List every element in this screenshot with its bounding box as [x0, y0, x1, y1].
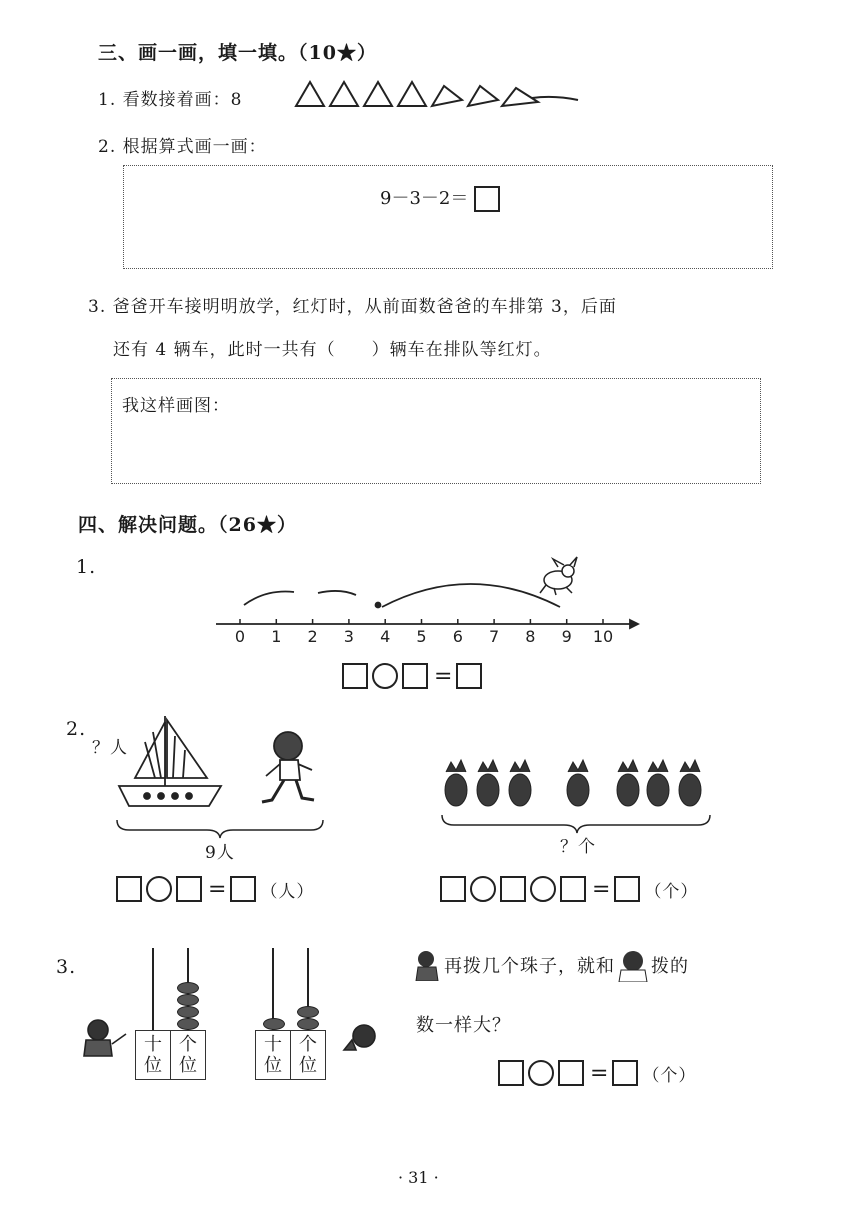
answer-box[interactable] [440, 876, 466, 902]
question-part2: 拨的 [651, 956, 689, 977]
pineapple-icon [445, 760, 467, 806]
tick-label: 1 [271, 627, 282, 646]
number-line [210, 555, 640, 650]
pineapple-icon [477, 760, 499, 806]
boy-waving-icon [340, 1022, 384, 1052]
place-value-box [255, 1030, 326, 1080]
abacus-1 [135, 948, 207, 1080]
tick-label: 3 [343, 627, 354, 646]
brace-label-9: 9人 [205, 843, 235, 863]
operator-circle[interactable] [372, 663, 398, 689]
tick-label: 10 [592, 627, 614, 646]
answer-box[interactable] [116, 876, 142, 902]
triangle-icon [398, 82, 426, 106]
q3-line2: 还有 4 辆车，此时一共有（ ）辆车在排队等红灯。 [113, 340, 552, 360]
p3-number: 3. [56, 956, 77, 978]
triangle-icon [296, 82, 324, 106]
abacus-bead [177, 994, 199, 1006]
tick-label: 6 [452, 627, 463, 646]
abacus-bead [297, 1006, 319, 1018]
fruit-label: ？个 [560, 837, 596, 857]
boy-icon [615, 948, 651, 982]
ones-label: 位 [179, 1055, 197, 1076]
start-dot [376, 603, 381, 608]
unit-items: （个） [642, 1065, 697, 1086]
equals-sign: = [592, 876, 611, 902]
scribble-line [532, 97, 578, 100]
tick-label: 4 [380, 627, 391, 646]
abacus-bead [177, 982, 199, 994]
girl-icon [76, 1018, 134, 1058]
q2-label: 2. 根据算式画一画： [98, 137, 267, 157]
ones-label: 个 [179, 1034, 197, 1055]
answer-box[interactable] [560, 876, 586, 902]
abacus-bead [263, 1018, 285, 1030]
rabbit-icon [540, 557, 577, 595]
operator-circle[interactable] [146, 876, 172, 902]
p3-question-line2: 数一样大？ [416, 1015, 511, 1036]
tens-rod [152, 948, 154, 1030]
p1-number: 1. [76, 556, 97, 578]
running-boy-icon [258, 728, 318, 814]
unit-people: （人） [260, 881, 315, 902]
pineapples-group [438, 758, 710, 810]
p2-equation-left [116, 876, 318, 902]
q1-label: 1. 看数接着画：8 [98, 90, 243, 110]
pineapple-icon [647, 760, 669, 806]
pineapple-icon [679, 760, 701, 806]
answer-box[interactable] [500, 876, 526, 902]
sailboat-icon [115, 712, 230, 812]
abacus-bead [177, 1006, 199, 1018]
tens-label: 十 [264, 1034, 282, 1055]
question-part1: 再拨几个珠子，就和 [444, 956, 615, 977]
answer-box[interactable] [612, 1060, 638, 1086]
answer-box[interactable] [176, 876, 202, 902]
answer-box[interactable] [474, 186, 500, 212]
section3-title: 三、画一画，填一填。（10★） [98, 42, 377, 64]
girl-icon [410, 949, 444, 981]
triangle-icon [364, 82, 392, 106]
abacus-2 [255, 948, 327, 1080]
tens-label: 位 [264, 1055, 282, 1076]
equals-sign: = [590, 1060, 609, 1086]
q2-drawing-box[interactable] [123, 165, 773, 269]
q2-equation: 9－3－2＝ [380, 188, 469, 209]
tick-label: 5 [416, 627, 427, 646]
jump-arc-2 [318, 591, 356, 595]
equals-sign: = [208, 876, 227, 902]
jump-arc-3 [382, 584, 560, 607]
answer-box[interactable] [456, 663, 482, 689]
operator-circle[interactable] [528, 1060, 554, 1086]
tick-label: 2 [307, 627, 318, 646]
answer-box[interactable] [230, 876, 256, 902]
pineapple-icon [567, 760, 589, 806]
triangle-sketch-icon [432, 86, 462, 106]
tick-label: 8 [525, 627, 536, 646]
unit-items: （个） [644, 881, 699, 902]
abacus-bead [177, 1018, 199, 1030]
operator-circle[interactable] [530, 876, 556, 902]
answer-box[interactable] [558, 1060, 584, 1086]
triangles-sequence [292, 78, 582, 112]
tick-label: 9 [561, 627, 572, 646]
answer-box[interactable] [614, 876, 640, 902]
tens-label: 十 [144, 1034, 162, 1055]
page-number: · 31 · [398, 1168, 439, 1187]
q3-box-label: 我这样画图： [122, 396, 230, 416]
tens-label: 位 [144, 1055, 162, 1076]
p1-equation [342, 663, 486, 689]
ones-label: 位 [299, 1055, 317, 1076]
ones-label: 个 [299, 1034, 317, 1055]
p3-equation [498, 1060, 700, 1086]
boat-label: ？人 [92, 738, 128, 758]
place-value-box [135, 1030, 206, 1080]
triangle-sketch-icon [468, 86, 498, 106]
equals-sign: = [434, 663, 453, 689]
pineapple-icon [617, 760, 639, 806]
answer-box[interactable] [342, 663, 368, 689]
p2-number: 2. [66, 718, 87, 740]
p2-equation-right [440, 876, 702, 902]
triangle-icon [330, 82, 358, 106]
jump-arc-1 [244, 592, 294, 605]
q3-line1: 3. 爸爸开车接明明放学，红灯时，从前面数爸爸的车排第 3，后面 [88, 297, 617, 317]
tick-label: 7 [489, 627, 500, 646]
pineapple-icon [509, 760, 531, 806]
p3-question-line1 [410, 948, 689, 982]
answer-box[interactable] [498, 1060, 524, 1086]
section4-title: 四、解决问题。（26★） [78, 514, 297, 536]
q3-drawing-box[interactable] [111, 378, 761, 484]
brace-left [115, 818, 325, 840]
operator-circle[interactable] [470, 876, 496, 902]
answer-box[interactable] [402, 663, 428, 689]
abacus-bead [297, 1018, 319, 1030]
tick-label: 0 [234, 627, 246, 646]
